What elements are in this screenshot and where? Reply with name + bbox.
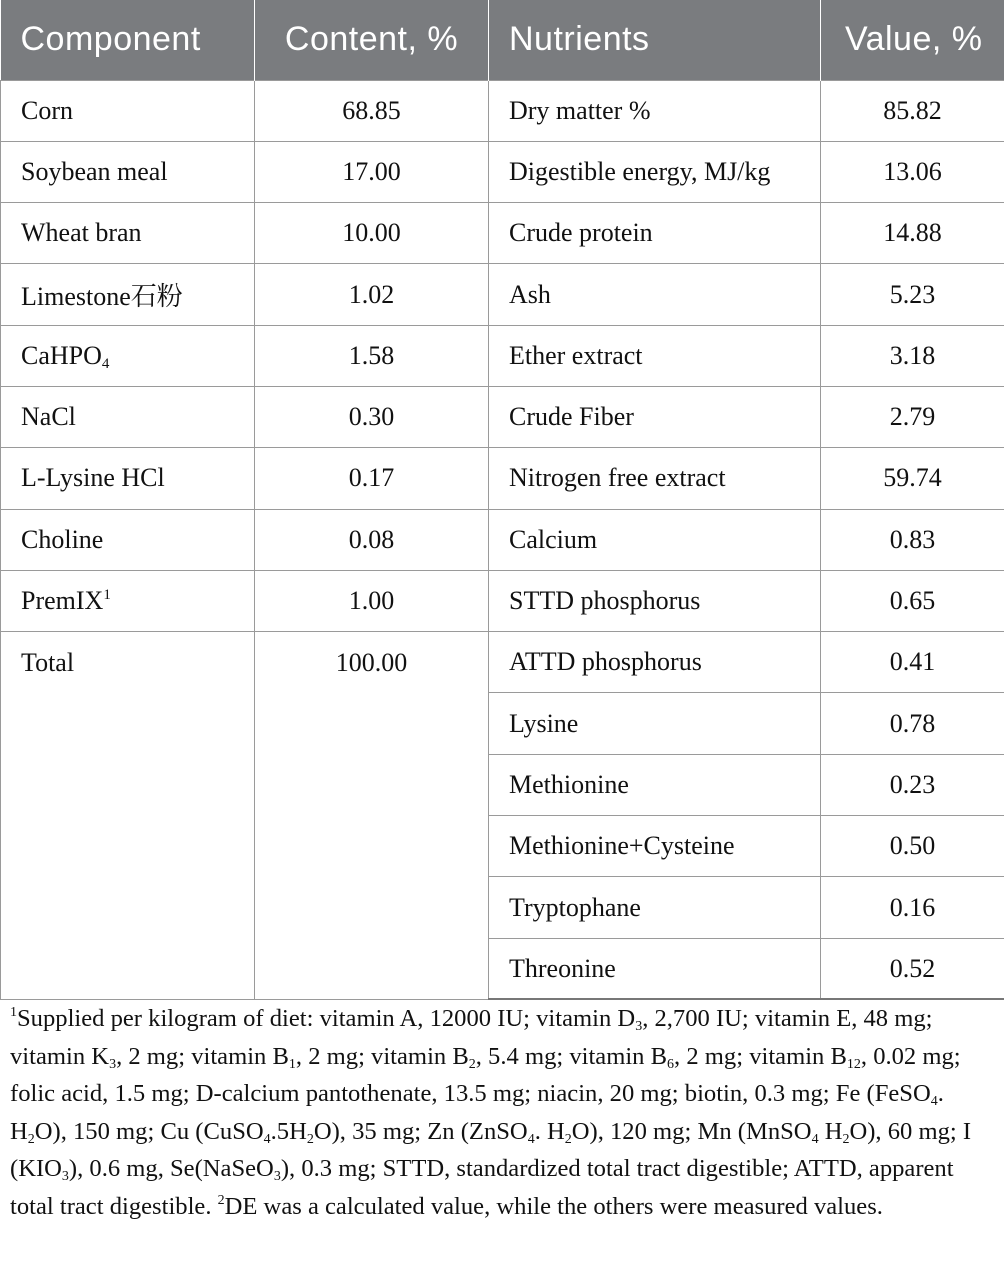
table-row <box>1 509 1004 570</box>
footnote-text: . H <box>534 1117 565 1145</box>
nutrient-value: 0.83 <box>821 509 1004 570</box>
nutrient-value: 0.65 <box>821 570 1004 631</box>
nutrient-name: Calcium <box>489 509 821 570</box>
table-row <box>1 141 1004 202</box>
component-name: Soybean meal <box>1 141 255 202</box>
nutrient-name: Nitrogen free extract <box>489 448 821 509</box>
component-content-total: 100.00 <box>255 632 489 1000</box>
component-name: Corn <box>1 80 255 141</box>
nutrient-name: STTD phosphorus <box>489 570 821 631</box>
nutrient-name: Methionine <box>489 754 821 815</box>
component-content: 68.85 <box>255 80 489 141</box>
footnote-text: , 2 mg; vitamin B <box>295 1042 469 1070</box>
nutrient-name: Lysine <box>489 693 821 754</box>
subscript: 2 <box>842 1131 850 1147</box>
footnote-text: , 5.4 mg; vitamin B <box>475 1042 668 1070</box>
component-name <box>1 570 255 631</box>
component-name: L-Lysine HCl <box>1 448 255 509</box>
nutrient-value: 14.88 <box>821 203 1004 264</box>
table-row <box>1 570 1004 631</box>
nutrient-name: Crude protein <box>489 203 821 264</box>
table-row <box>1 632 1004 693</box>
nutrient-value: 0.23 <box>821 754 1004 815</box>
footnote-text: O), 150 mg; Cu (CuSO <box>34 1117 264 1145</box>
component-name-text: PremIX <box>21 586 104 616</box>
nutrient-name: Dry matter % <box>489 80 821 141</box>
footnote-marker: 1 <box>103 587 111 604</box>
footnote-marker: 2 <box>217 1192 225 1208</box>
nutrient-name: Ether extract <box>489 325 821 386</box>
table-row <box>1 386 1004 447</box>
table-row <box>1 325 1004 386</box>
subscript: 4 <box>930 1094 938 1109</box>
component-name: Choline <box>1 509 255 570</box>
table-footnote <box>10 1000 1000 1225</box>
footnote-text: Supplied per kilogram of diet: vitamin A, 12000 IU; vitamin D <box>17 1005 636 1032</box>
table-row <box>1 264 1004 325</box>
component-content: 1.00 <box>255 570 489 631</box>
component-content: 0.30 <box>255 386 489 447</box>
component-name: Wheat bran <box>1 203 255 264</box>
footnote-text: ), 0.3 mg; STTD, standardized total tract digestible; ATTD, apparent total tract digestible. <box>10 1155 954 1220</box>
nutrient-name: Ash <box>489 264 821 325</box>
nutrient-value: 0.16 <box>821 877 1004 938</box>
table-row <box>1 448 1004 509</box>
subscript: 3 <box>635 1019 643 1034</box>
nutrient-value: 59.74 <box>821 448 1004 509</box>
nutrient-name: ATTD phosphorus <box>489 632 821 693</box>
nutrient-value: 85.82 <box>821 80 1004 141</box>
subscript: 3 <box>109 1056 117 1072</box>
component-name: Limestone石粉 <box>1 264 255 325</box>
nutrient-name: Tryptophane <box>489 877 821 938</box>
component-content: 0.08 <box>255 509 489 570</box>
component-content: 0.17 <box>255 448 489 509</box>
nutrient-name: Threonine <box>489 938 821 999</box>
subscript: 12 <box>846 1056 861 1072</box>
subscript: 4 <box>101 355 110 372</box>
subscript: 2 <box>564 1131 572 1147</box>
nutrient-name: Crude Fiber <box>489 386 821 447</box>
nutrient-name: Methionine+Cysteine <box>489 816 821 877</box>
footnote-text: O), 35 mg; Zn (ZnSO <box>313 1117 528 1145</box>
subscript: 4 <box>527 1131 535 1147</box>
nutrient-name: Digestible energy, MJ/kg <box>489 141 821 202</box>
header-content: Content, % <box>255 0 489 80</box>
table-row <box>1 80 1004 141</box>
footnote-text: O), 120 mg; Mn (MnSO <box>571 1117 812 1145</box>
subscript: 6 <box>667 1056 675 1072</box>
subscript: 3 <box>61 1169 69 1184</box>
subscript: 3 <box>273 1169 281 1184</box>
header-value: Value, % <box>821 0 1004 80</box>
component-content: 1.58 <box>255 325 489 386</box>
subscript: 2 <box>468 1056 476 1072</box>
nutrient-value: 5.23 <box>821 264 1004 325</box>
footnote-text: DE was a calculated value, while the others were measured values. <box>224 1192 883 1220</box>
nutrient-value: 3.18 <box>821 325 1004 386</box>
header-component: Component <box>1 0 255 80</box>
component-name-text: CaHPO <box>21 340 102 370</box>
nutrient-value: 2.79 <box>821 386 1004 447</box>
nutrient-value: 0.52 <box>821 938 1004 999</box>
component-name <box>1 325 255 386</box>
subscript: 4 <box>811 1131 819 1147</box>
nutrient-value: 0.78 <box>821 693 1004 754</box>
subscript: 1 <box>288 1056 296 1072</box>
footnote-marker: 1 <box>10 1005 17 1020</box>
footnote-text: ), 0.6 mg, Se(NaSeO <box>68 1155 274 1182</box>
subscript: 4 <box>263 1131 271 1147</box>
component-name-total: Total <box>1 632 255 1000</box>
nutrient-value: 0.41 <box>821 632 1004 693</box>
footnote-text: , 2,700 IU; vitamin E, 48 mg; vitamin K <box>10 1005 933 1070</box>
subscript: 2 <box>27 1131 35 1147</box>
component-name: NaCl <box>1 386 255 447</box>
header-row <box>1 0 1004 80</box>
footnote-text: .5H <box>270 1117 307 1145</box>
table-row <box>1 203 1004 264</box>
nutrient-value: 13.06 <box>821 141 1004 202</box>
footnote-text: H <box>818 1117 843 1145</box>
footnote-text: , 2 mg; vitamin B <box>116 1042 289 1070</box>
footnote-text: , 2 mg; vitamin B <box>674 1042 847 1070</box>
nutrient-value: 0.50 <box>821 816 1004 877</box>
component-content: 10.00 <box>255 203 489 264</box>
subscript: 2 <box>306 1131 314 1147</box>
component-content: 17.00 <box>255 141 489 202</box>
footnote-text: . H <box>10 1080 944 1145</box>
footnote-text: O), 60 mg; I (KIO <box>10 1117 972 1182</box>
header-nutrients: Nutrients <box>489 0 821 80</box>
footnote-text: , 0.02 mg; folic acid, 1.5 mg; D-calcium pantothenate, 13.5 mg; niacin, 20 mg; biotin, 0.3 mg; Fe (FeSO <box>10 1042 961 1107</box>
component-content: 1.02 <box>255 264 489 325</box>
